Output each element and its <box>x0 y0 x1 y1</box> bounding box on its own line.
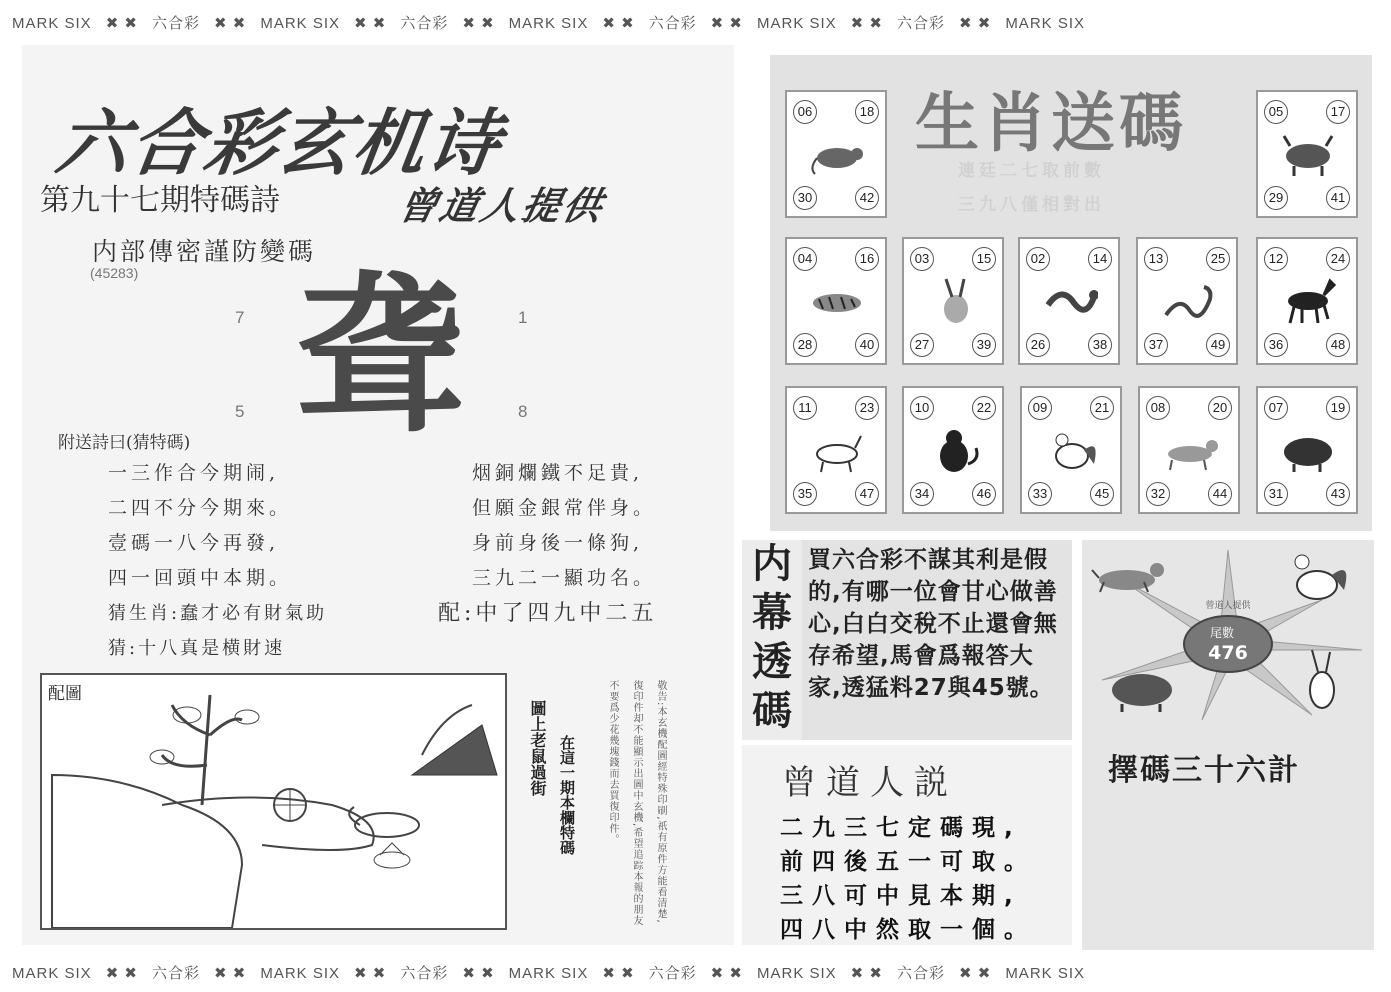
zodiac-number: 46 <box>972 482 996 506</box>
zodiac-number: 34 <box>910 482 934 506</box>
banner-item: MARK SIX <box>260 15 341 32</box>
banner-divider-icon: ✖ ✖ <box>602 15 635 32</box>
saying-line: 三八可中見本期, <box>780 883 1022 909</box>
banner-item: 六合彩 <box>400 15 449 32</box>
zodiac-number: 15 <box>972 247 996 271</box>
banner-item: MARK SIX <box>508 15 589 32</box>
zodiac-number: 12 <box>1264 247 1288 271</box>
snake-icon <box>1160 275 1216 327</box>
tail-diagram <box>1082 540 1374 730</box>
zodiac-number: 45 <box>1090 482 1114 506</box>
zodiac-number: 35 <box>793 482 817 506</box>
banner-divider-icon: ✖ ✖ <box>959 15 992 32</box>
zodiac-number: 41 <box>1326 186 1350 210</box>
zodiac-number: 24 <box>1326 247 1350 271</box>
zodiac-number: 26 <box>1026 333 1050 357</box>
banner-divider-icon: ✖ ✖ <box>105 15 138 32</box>
poem-line: 壹碼一八今再發, <box>108 532 280 554</box>
banner-item: MARK SIX <box>12 15 92 32</box>
zodiac-number: 40 <box>855 333 879 357</box>
zodiac-number: 38 <box>1088 333 1112 357</box>
poem-line: 烟銅爛鐵不足貴, <box>472 462 644 484</box>
sayings-title: 曾道人説 <box>782 763 958 803</box>
poem-heading: 附送詩曰(猜特碼) <box>58 433 191 453</box>
zodiac-number: 39 <box>972 333 996 357</box>
zodiac-number: 17 <box>1326 100 1350 124</box>
insider-title: 内幕透碼 <box>742 540 802 740</box>
banner-item: MARK SIX <box>756 965 837 982</box>
banner-item: 六合彩 <box>400 965 449 982</box>
zodiac-number: 28 <box>793 333 817 357</box>
zodiac-number: 06 <box>793 100 817 124</box>
zodiac-number: 32 <box>1146 482 1170 506</box>
sayings-box <box>742 745 1072 945</box>
banner-item: 六合彩 <box>896 15 945 32</box>
zodiac-card-snake <box>1136 237 1238 365</box>
tail-label: 尾數 <box>1210 626 1235 640</box>
zodiac-card-rabbit <box>902 237 1004 365</box>
zodiac-number: 30 <box>793 186 817 210</box>
saying-line: 四八中然取一個。 <box>780 917 1036 943</box>
zodiac-number: 36 <box>1264 333 1288 357</box>
rooster-icon <box>1295 555 1346 599</box>
dog-icon <box>1162 424 1218 476</box>
page-title: 六合彩玄机诗 <box>51 101 508 185</box>
zodiac-number: 03 <box>910 247 934 271</box>
poem-line: 身前身後一條狗, <box>472 532 644 554</box>
corner-number: 7 <box>235 308 245 327</box>
banner-divider-icon: ✖ ✖ <box>214 965 247 982</box>
zodiac-card-ox <box>1256 90 1358 218</box>
goat-icon <box>809 424 865 476</box>
tiger-icon <box>809 275 865 327</box>
zodiac-number: 49 <box>1206 333 1230 357</box>
zodiac-number: 09 <box>1028 396 1052 420</box>
illustration-box <box>40 673 507 930</box>
zodiac-number: 07 <box>1264 396 1288 420</box>
banner-divider-icon: ✖ ✖ <box>462 15 495 32</box>
poem-line: 猜生肖:蠢才必有財氣助 <box>108 603 328 624</box>
big-character: 聋 <box>295 258 466 456</box>
monkey-icon <box>926 424 982 476</box>
zodiac-number: 08 <box>1146 396 1170 420</box>
illustration-label: 配圖 <box>48 684 82 704</box>
tail-value: 476 <box>1208 642 1248 664</box>
zodiac-number: 33 <box>1028 482 1052 506</box>
banner-item: MARK SIX <box>1005 965 1085 982</box>
zodiac-number: 27 <box>910 333 934 357</box>
banner-divider-icon: ✖ ✖ <box>354 965 387 982</box>
poem-line: 猜:十八真是横財速 <box>108 638 286 659</box>
banner-item: 六合彩 <box>152 15 201 32</box>
zodiac-card-tiger <box>785 237 887 365</box>
provider-label: 曾道人提供 <box>394 184 609 228</box>
zodiac-card-monkey <box>902 386 1004 514</box>
poem-line: 四一回頭中本期。 <box>108 567 293 589</box>
zodiac-number: 43 <box>1326 482 1350 506</box>
corner-number: 1 <box>518 308 528 327</box>
banner-item: 六合彩 <box>648 15 697 32</box>
poem-line: 二四不分今期來。 <box>108 497 293 519</box>
banner-item: 六合彩 <box>896 965 945 982</box>
zodiac-number: 04 <box>793 247 817 271</box>
zodiac-number: 47 <box>855 482 879 506</box>
horse-icon <box>1280 275 1336 327</box>
zodiac-number: 44 <box>1208 482 1232 506</box>
pig-icon <box>1280 424 1336 476</box>
zodiac-number: 10 <box>910 396 934 420</box>
banner-item: 六合彩 <box>152 965 201 982</box>
banner-divider-icon: ✖ ✖ <box>959 965 992 982</box>
sayings-lines <box>780 811 1036 947</box>
poem-line: 三九二一顯功名。 <box>472 567 657 589</box>
banner-item: 六合彩 <box>648 965 697 982</box>
rabbit-icon <box>1310 650 1334 708</box>
rabbit-icon <box>926 275 982 327</box>
strategy-title: 擇碼三十六計 <box>1108 753 1300 788</box>
zodiac-title: 生肖送碼 <box>915 87 1187 161</box>
zodiac-number: 23 <box>855 396 879 420</box>
zodiac-number: 31 <box>1264 482 1288 506</box>
code-number: (45283) <box>90 265 139 281</box>
zodiac-number: 18 <box>855 100 879 124</box>
corner-number: 8 <box>518 402 528 421</box>
zodiac-number: 11 <box>793 396 817 420</box>
saying-line: 二九三七定碼現, <box>780 815 1022 841</box>
zodiac-number: 20 <box>1208 396 1232 420</box>
illustration-drawing <box>42 675 505 928</box>
banner-divider-icon: ✖ ✖ <box>710 965 743 982</box>
zodiac-card-dragon <box>1018 237 1120 365</box>
banner-item: MARK SIX <box>1005 15 1085 32</box>
banner-item: MARK SIX <box>12 965 92 982</box>
tail-number-box <box>1082 540 1374 950</box>
zodiac-subtitle: 連廷二七取前數 <box>958 161 1105 181</box>
zodiac-subtitle: 三九八僅相對出 <box>958 195 1105 215</box>
banner-item: MARK SIX <box>260 965 341 982</box>
zodiac-number: 05 <box>1264 100 1288 124</box>
poem-left-column <box>108 456 327 666</box>
zodiac-card-dog <box>1138 386 1240 514</box>
banner-divider-icon: ✖ ✖ <box>214 15 247 32</box>
rat-icon <box>809 128 865 180</box>
banner-divider-icon: ✖ ✖ <box>710 15 743 32</box>
banner-item: MARK SIX <box>508 965 589 982</box>
zodiac-number: 29 <box>1264 186 1288 210</box>
pig-icon <box>1112 674 1172 712</box>
banner-item: MARK SIX <box>756 15 837 32</box>
poem-line: 但願金銀常伴身。 <box>472 497 657 519</box>
rooster-icon <box>1044 424 1100 476</box>
top-banner <box>0 12 1391 46</box>
corner-number: 5 <box>235 402 245 421</box>
insider-text: 買六合彩不謀其利是假的,有哪一位會甘心做善心,白白交稅不止還會無存希望,馬會爲報答大家,透猛料27與45號。 <box>802 540 1072 740</box>
banner-divider-icon: ✖ ✖ <box>105 965 138 982</box>
dragon-icon <box>1042 275 1098 327</box>
banner-divider-icon: ✖ ✖ <box>354 15 387 32</box>
zodiac-number: 21 <box>1090 396 1114 420</box>
issue-heading: 第九十七期特碼詩 <box>40 183 280 218</box>
print-notice: 敬告:本玄機配圖經特殊印刷,祇有原件方能看清楚,復印件却不能顯示出圖中玄機,希望追踪本報的朋友不要爲少花幾塊錢而去買復印件。 <box>607 680 666 927</box>
zodiac-number: 19 <box>1326 396 1350 420</box>
zodiac-number: 14 <box>1088 247 1112 271</box>
tail-ring-text: 曾道人提供 <box>1205 601 1251 611</box>
banner-divider-icon: ✖ ✖ <box>602 965 635 982</box>
zodiac-number: 48 <box>1326 333 1350 357</box>
zodiac-number: 16 <box>855 247 879 271</box>
banner-divider-icon: ✖ ✖ <box>850 965 883 982</box>
picture-hint-title: 圖上老鼠過街 <box>528 700 547 796</box>
picture-hint-body: 在這一期本欄特碼 <box>558 735 576 855</box>
poem-line: 一三作合今期闹, <box>108 462 280 484</box>
zodiac-number: 02 <box>1026 247 1050 271</box>
zodiac-number: 37 <box>1144 333 1168 357</box>
zodiac-number: 22 <box>972 396 996 420</box>
zodiac-card-horse <box>1256 237 1358 365</box>
zodiac-card-rooster <box>1020 386 1122 514</box>
zodiac-card-pig <box>1256 386 1358 514</box>
saying-line: 前四後五一可取。 <box>780 849 1036 875</box>
zodiac-card-rat <box>785 90 887 218</box>
poem-line: 配:中了四九中二五 <box>438 601 658 626</box>
poem-right-column <box>438 456 658 631</box>
zodiac-number: 25 <box>1206 247 1230 271</box>
zodiac-number: 13 <box>1144 247 1168 271</box>
bottom-banner <box>0 962 1391 992</box>
banner-divider-icon: ✖ ✖ <box>462 965 495 982</box>
banner-divider-icon: ✖ ✖ <box>850 15 883 32</box>
secret-note: 内部傳密謹防變碼 <box>92 237 317 266</box>
zodiac-number: 42 <box>855 186 879 210</box>
zodiac-card-goat <box>785 386 887 514</box>
dog-icon <box>1092 563 1164 592</box>
ox-icon <box>1280 128 1336 180</box>
